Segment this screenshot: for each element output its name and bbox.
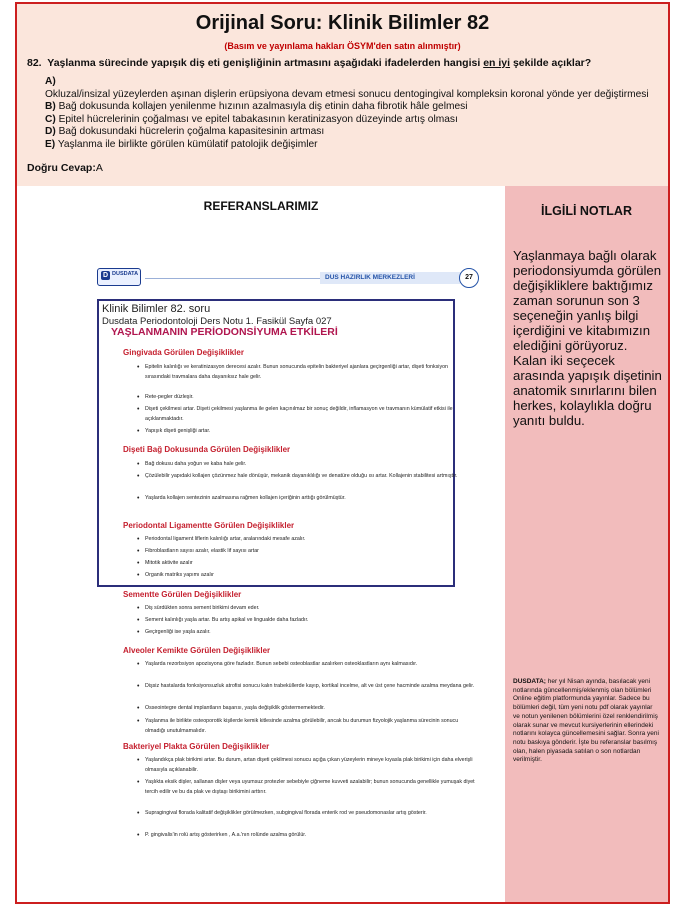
list-item: • Bağ dokusu daha yoğun ve kaba hale gelir.: [145, 460, 475, 470]
list-item: • Mitotik aktivite azalır: [145, 559, 475, 569]
list-item: • Dişsiz hastalarda fonksiyonsuzluk atrofisi sonucu kalın trabeküllerde kayıp, kortikal incelme, alt ve üst çene hacminde azalma meydana gelir.: [145, 682, 475, 692]
disclaimer-text: her yıl Nisan ayında, basılacak yeni notlarında güncellenmiş/eklenmiş olan bölümleri Online eğitim platformunda yayınlar. Sadece bu bölümleri değil, tüm yeni notu pdf olarak yayınlar ve notun yenilenen bölümlerini özel renklendirilmiş olarak sunar ve mevcut kursiyerlerinin ellerindeki notlarını kolayca güncellemesini sağlar. Sonra yeni notu baskıya gönderir. İşte bu referanslar basılmış olan, halen piyasada satılan o son notlardan verilmiştir.: [513, 678, 659, 764]
question-emphasis: en iyi: [483, 57, 511, 69]
list-item: • Dişeti çekilmesi artar. Dişeti çekilmesi yaşlanma ile gelen kaçınılmaz bir sonuç değildir, inflamasyon ve travmanın kümülatif etkisi ile açıklanmaktadır.: [145, 405, 475, 424]
question-stem: Yaşlanma sürecinde yapışık diş eti genişliğinin artmasını aşağıdaki ifadelerden hangisi: [47, 57, 481, 69]
section-title: Dişeti Bağ Dokusunda Görülen Değişiklikler: [123, 445, 291, 454]
list-item: • Organik matriks yapımı azalır: [145, 571, 475, 581]
excerpt-title: YAŞLANMANIN PERİODONSİYUMA ETKİLERİ: [111, 326, 338, 338]
option-a-letter: A): [45, 76, 56, 87]
notes-heading: İLGİLİ NOTLAR: [541, 204, 632, 218]
section-title: Bakteriyel Plakta Görülen Değişiklikler: [123, 742, 270, 751]
callout-line-1: Klinik Bilimler 82. soru: [102, 303, 211, 315]
section-title: Sementte Görülen Değişiklikler: [123, 590, 242, 599]
callout-line-2: Dusdata Periodontoloji Ders Notu 1. Fasikül Sayfa 027: [102, 316, 332, 327]
option-b: B) Bağ dokusunda kollajen yenilenme hızının azalmasıyla diş etinin daha fibrotik hâle gelmesi: [45, 101, 468, 113]
answer-options: [45, 76, 660, 152]
section-title: Alveoler Kemikte Görülen Değişiklikler: [123, 646, 271, 655]
page-frame: [15, 2, 670, 904]
correct-answer: [27, 162, 103, 174]
excerpt-header-label: DUS HAZIRLIK MERKEZLERİ: [325, 274, 415, 281]
list-item: • Yaşlandıkça plak birikimi artar. Bu durum, artan dişeti çekilmesi sonucu açığa çıkan yüzeylerin mineye kıyasla plak birikimi için daha elverişli olmasıyla açıklanabilir.: [145, 756, 475, 775]
list-item: • Geçirgenliği ise yaşla azalır.: [145, 628, 475, 638]
list-item: • Rete-pegler düzleşir.: [145, 393, 475, 403]
option-c: C) Epitel hücrelerinin çoğalması ve epitel tabakasının keratinizasyon düzeyinde artış olması: [45, 113, 458, 125]
notes-body: Yaşlanmaya bağlı olarak periodonsiyumda görülen değişikliklere baktığımız zaman sorunun son 3 seçeneğin yanlış bilgi içerdiğini ve kitabımızın elediğini görüyoruz. Kalan iki seçecek arasında yapışık dişetinin anatomik sınırlarını bilen herkes, kolaylıkla doğru yanıtı buldu.: [513, 248, 662, 428]
page-number: 27: [459, 268, 479, 288]
list-item: • Epitelin kalınlığı ve keratinizasyon derecesi azalır. Bunun sonucunda epitelin bakteriyel ajanlara geçirgenliği artar, dişeti fonksiyon sırasındaki travmalara daha dayanıksız hale gelir.: [145, 363, 475, 382]
option-a: Okluzal/insizal yüzeylerden aşınan dişlerin erüpsiyona devam etmesi sonucu dentogingival kompleksin koronal yönde yer değiştirmesi: [45, 88, 649, 100]
header-rule: [145, 278, 320, 279]
reference-excerpt: [85, 262, 477, 852]
list-item: • Yaşlarda rezorbsiyon apozisyona göre fazladır. Bunun sebebi osteoblastlar azalırken osteoklastların aynı kalmasıdır.: [145, 660, 475, 670]
list-item: • Yaşlanma ile birlikte osteoporotik kişilerde kemik kitlesinde azalma görülebilir, ancak bu durumun fizyolojik yaşlanma sürecinin sonucu olmadığı unutulmamalıdır.: [145, 717, 475, 736]
notes-panel: [505, 186, 668, 902]
list-item: • Osseointegre dental implantların başarısı, yaşla değişiklik göstermemektedir.: [145, 704, 475, 714]
page-title: Orijinal Soru: Klinik Bilimler 82: [195, 12, 490, 34]
dusdata-logo: D DUSDATA: [97, 268, 141, 286]
question-number: 82.: [27, 57, 42, 69]
correct-answer-value: A: [95, 162, 103, 174]
list-item: • Supragingival florada kalitatif değişiklikler görülmezken, subgingival florada enterik rod ve pseudomonaslar artış gösterir.: [145, 809, 475, 819]
section-title: Gingivada Görülen Değişiklikler: [123, 348, 244, 357]
copyright-note: (Basım ve yayınlama hakları ÖSYM'den satın alınmıştır): [224, 41, 461, 51]
list-item: • Yaşlarda kollajen sentezinin azalmasına rağmen kollajen içeriğinin arttığı görülmüştür.: [145, 494, 475, 504]
option-e: E) Yaşlanma ile birlikte görülen kümülatif patolojik değişimler: [45, 138, 318, 150]
correct-answer-label: Doğru Cevap:: [27, 162, 96, 174]
disclaimer-brand: DUSDATA;: [513, 678, 546, 685]
question-panel: [17, 4, 668, 186]
references-heading: REFERANSLARIMIZ: [203, 199, 319, 213]
list-item: • Periodontal ligament liflerin kalınlığı artar, aralarındaki mesafe azalır.: [145, 535, 475, 545]
list-item: • P. gingivalis'in rolü artış gösterirken , A.a.'nın rolünde azalma görülür.: [145, 831, 475, 841]
list-item: • Fibroblastların sayısı azalır, elastik lif sayısı artar: [145, 547, 475, 557]
option-d: D) Bağ dokusundaki hücrelerin çoğalma kapasitesinin artması: [45, 126, 325, 138]
list-item: • Sement kalınlığı yaşla artar. Bu artış apikal ve lingualde daha fazladır.: [145, 616, 475, 626]
list-item: • Yaşlıkta eksik dişler, sallanan dişler veya uyumsuz protezler sebebiyle çiğneme kuvveti azalabilir; bunun sonucunda genellikle yumuşak diyet tercih edilir ve bu da plak ve dıştaşı birikimini arttırır.: [145, 778, 475, 797]
question-stem-end: şekilde açıklar?: [512, 57, 592, 69]
section-title: Periodontal Ligamentte Görülen Değişiklikler: [123, 521, 295, 530]
disclaimer: [513, 678, 661, 765]
list-item: • Çözülebilir yapıdaki kollajen çözünmez hale dönüşür, mekanik dayanıklılığı ve denatüre olduğu ısı artar. Kollajenin stabilitesi artmıştır.: [145, 472, 475, 482]
question-text: [27, 57, 662, 69]
list-item: • Diş sürdükten sonra sement birikimi devam eder.: [145, 604, 475, 614]
list-item: • Yapışık dişeti genişliği artar.: [145, 427, 475, 437]
